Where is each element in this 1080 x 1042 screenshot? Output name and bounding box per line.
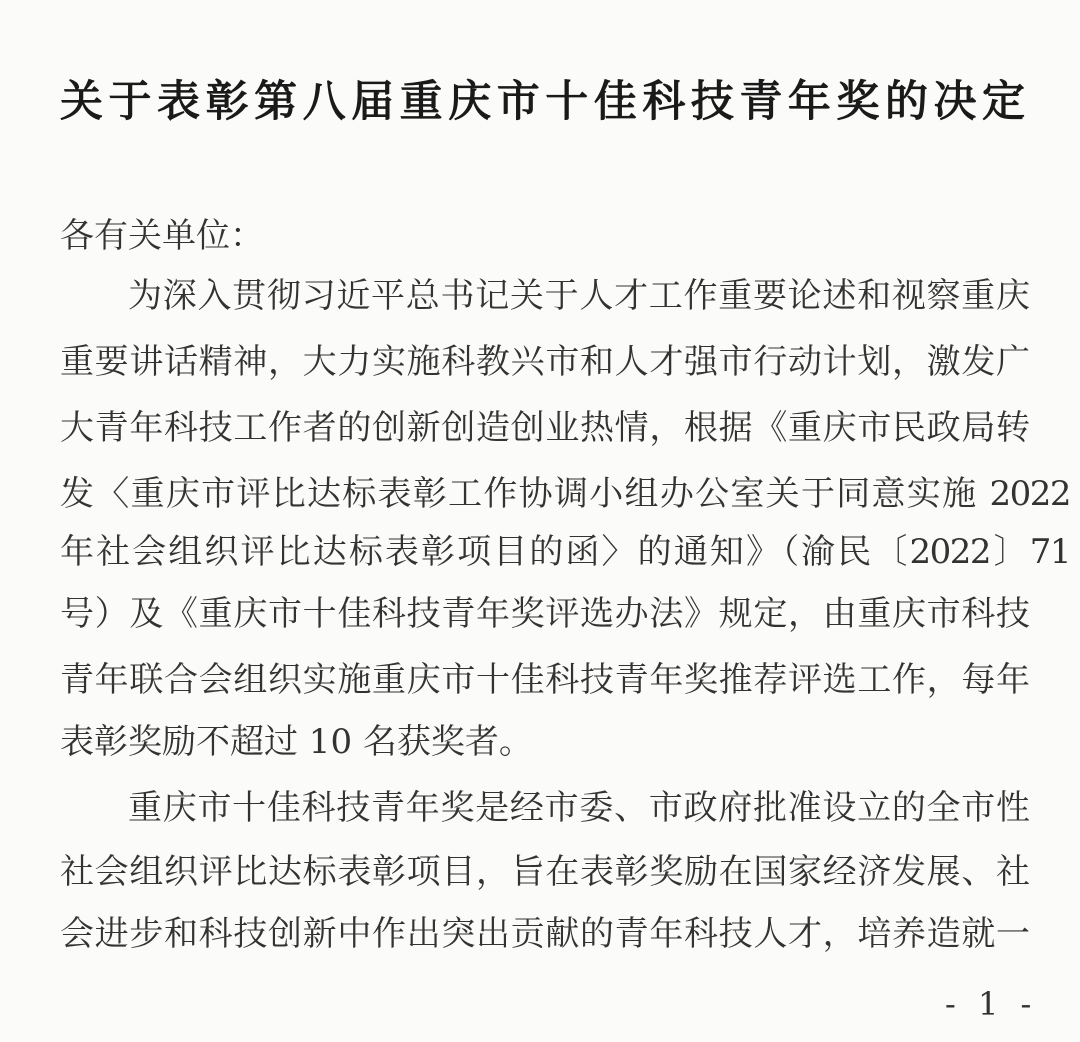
text-line: 重庆市十佳科技青年奖是经市委、市政府批准设立的全市性 — [128, 788, 1030, 828]
document-title: 关于表彰第八届重庆市十佳科技青年奖的决定 — [60, 77, 1025, 127]
text-line: 为深入贯彻习近平总书记关于人才工作重要论述和视察重庆 — [128, 276, 1030, 316]
text-line: 重要讲话精神，大力实施科教兴市和人才强市行动计划，激发广 — [60, 342, 1030, 382]
text-line: 青年联合会组织实施重庆市十佳科技青年奖推荐评选工作，每年 — [60, 660, 1030, 700]
text-line: 会进步和科技创新中作出突出贡献的青年科技人才，培养造就一 — [60, 914, 1030, 954]
text-line: 发〈重庆市评比达标表彰工作协调小组办公室关于同意实施 2022 — [60, 474, 1070, 514]
text-line: 大青年科技工作者的创新创造创业热情，根据《重庆市民政局转 — [60, 408, 1030, 448]
text-line: 号）及《重庆市十佳科技青年奖评选办法》规定，由重庆市科技 — [60, 594, 1030, 634]
text-line: 表彰奖励不超过 10 名获奖者。 — [60, 722, 533, 762]
text-line: 年社会组织评比达标表彰项目的函〉的通知》（渝民〔2022〕71 — [60, 532, 1070, 572]
text-line: 社会组织评比达标表彰项目，旨在表彰奖励在国家经济发展、社 — [60, 852, 1030, 892]
page-number: - 1 - — [945, 985, 1038, 1023]
salutation: 各有关单位： — [60, 216, 264, 256]
